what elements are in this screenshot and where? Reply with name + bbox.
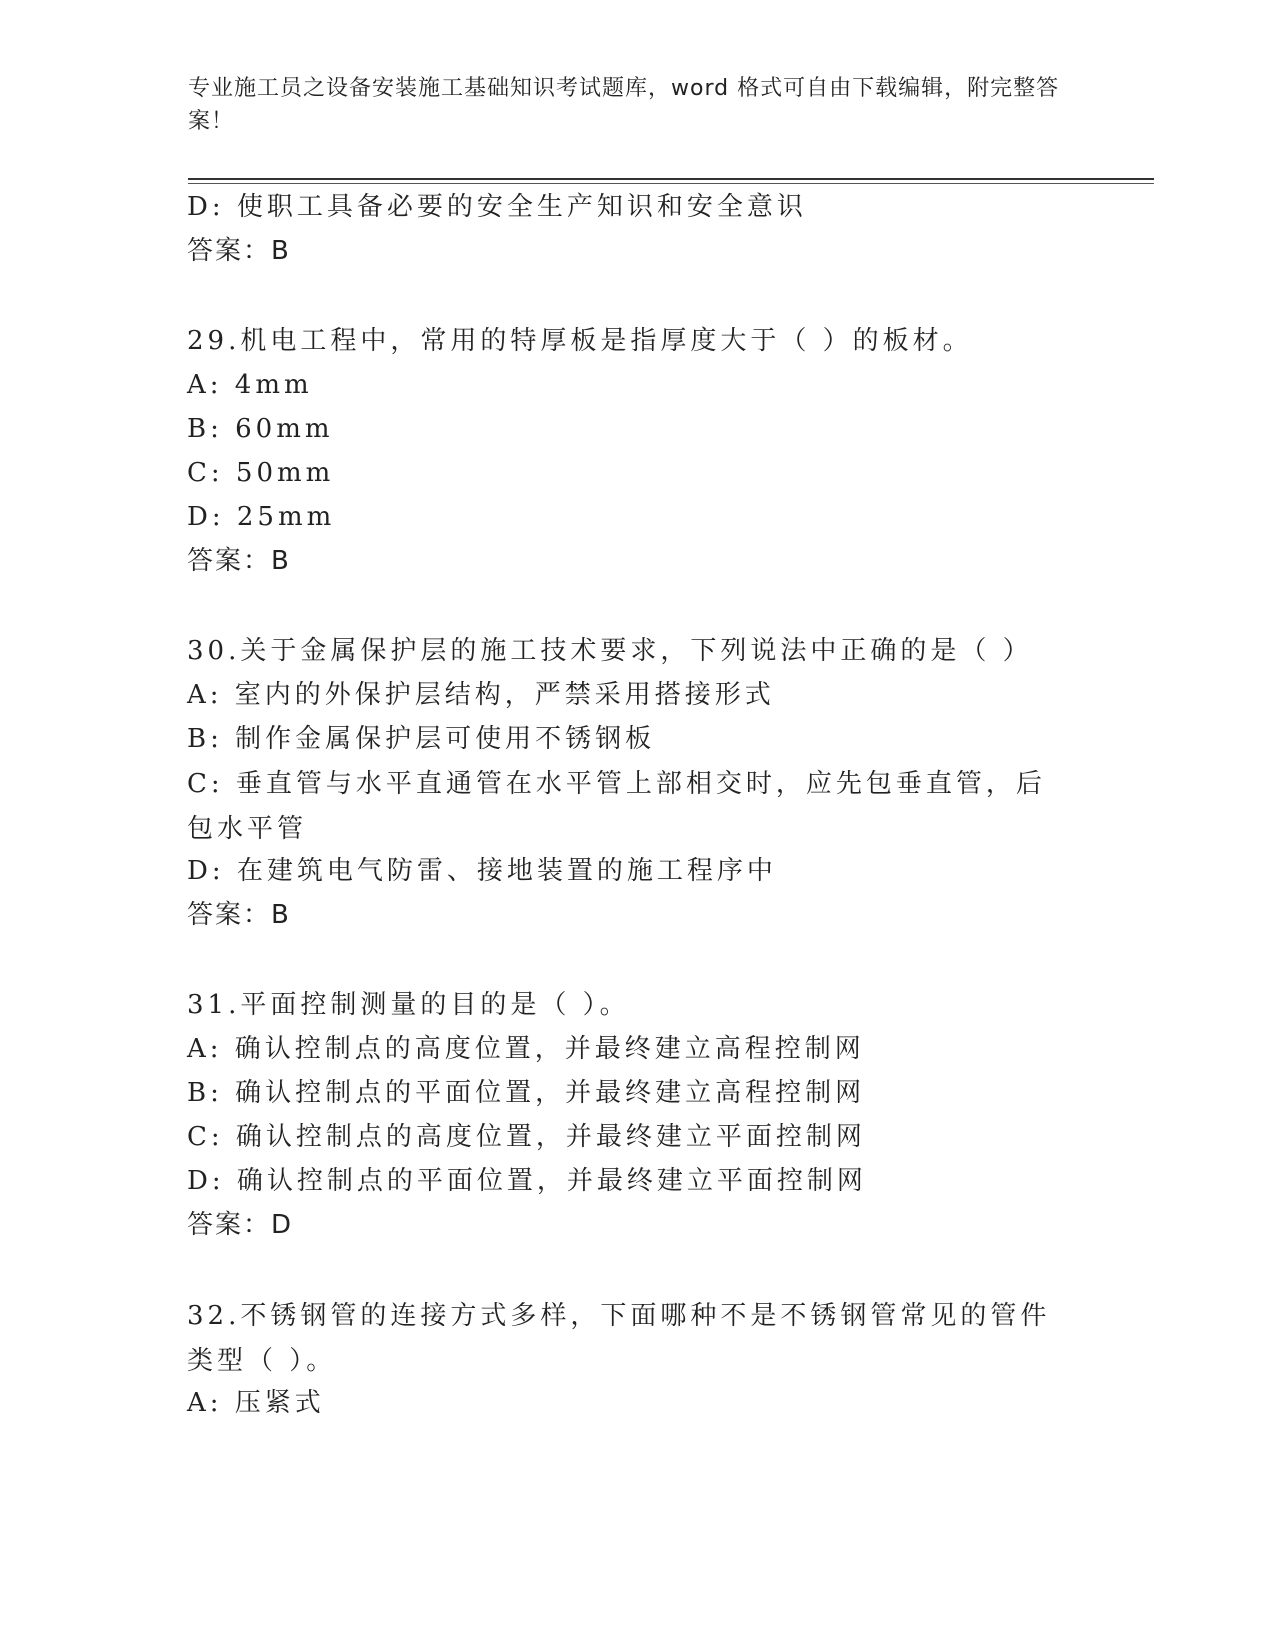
q30-answer: 答案：B (187, 900, 291, 930)
q31-option-a: A: 确认控制点的高度位置，并最终建立高程控制网 (187, 1034, 865, 1064)
q31-option-b: B: 确认控制点的平面位置，并最终建立高程控制网 (187, 1078, 866, 1108)
q29-option-b: B: 60mm (187, 414, 334, 444)
prev-answer: 答案：B (187, 236, 291, 266)
header-divider-thin (188, 183, 1154, 184)
q31-option-c: C: 确认控制点的高度位置，并最终建立平面控制网 (187, 1122, 866, 1152)
q29-question: 29.机电工程中，常用的特厚板是指厚度大于（ ）的板材。 (187, 326, 973, 356)
q29-option-d: D: 25mm (187, 502, 336, 532)
q30-option-d: D: 在建筑电气防雷、接地装置的施工程序中 (187, 856, 777, 886)
prev-option-d: D: 使职工具备必要的安全生产知识和安全意识 (187, 192, 807, 222)
q30-option-a: A: 室内的外保护层结构，严禁采用搭接形式 (187, 680, 775, 710)
q29-option-a: A: 4mm (187, 370, 313, 400)
document-header: 专业施工员之设备安装施工基础知识考试题库，word 格式可自由下载编辑，附完整答案！ (188, 76, 1060, 134)
header-divider-thick (188, 178, 1154, 180)
q32-option-a: A: 压紧式 (187, 1388, 325, 1418)
q31-answer: 答案：D (187, 1210, 294, 1240)
q29-option-c: C: 50mm (187, 458, 335, 488)
q31-option-d: D: 确认控制点的平面位置，并最终建立平面控制网 (187, 1166, 867, 1196)
q32-question: 32.不锈钢管的连接方式多样，下面哪种不是不锈钢管常见的管件类型（ ）。 (187, 1301, 1051, 1376)
q29-answer: 答案：B (187, 546, 291, 576)
q30-option-c: C: 垂直管与水平直通管在水平管上部相交时，应先包垂直管，后包水平管 (187, 769, 1046, 844)
q30-option-b: B: 制作金属保护层可使用不锈钢板 (187, 724, 656, 754)
q30-question: 30.关于金属保护层的施工技术要求，下列说法中正确的是（ ） (187, 636, 1033, 666)
q31-question: 31.平面控制测量的目的是（ ）。 (187, 990, 630, 1020)
